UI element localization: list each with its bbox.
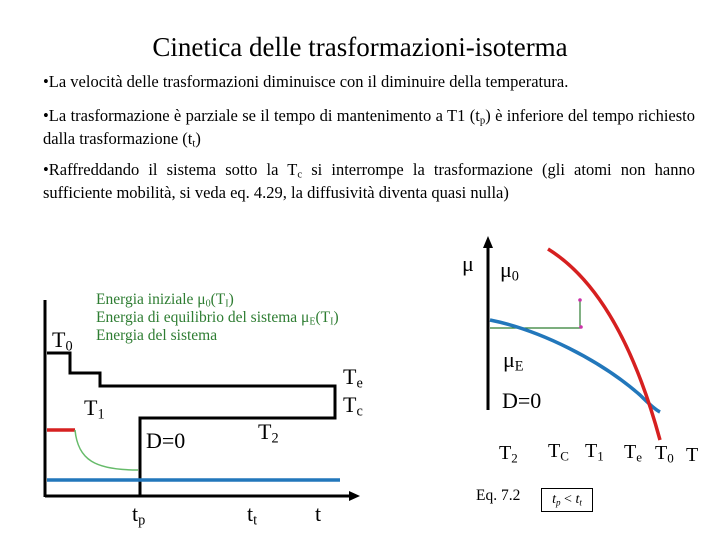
bullet-cooling: •Raffreddando il sistema sotto la $T_c$ si interrompe la trasformazione (gli atomi non hanno sufficiente mobilità, si veda eq. 4.29, la diffusività diventa quasi nulla) xyxy=(43,160,695,202)
slide-title: Cinetica delle trasformazioni-isoterma xyxy=(152,32,568,62)
condition-box: $t_p < t_t$ xyxy=(541,488,593,512)
legend xyxy=(96,291,339,345)
label-mu0: $\mu_0$ xyxy=(500,257,519,285)
right-y-arrow xyxy=(483,236,493,248)
label-te: $T_e$ xyxy=(343,364,363,392)
bullet-partial: •La trasformazione è parziale se il tempo di mantenimento a T1 $(t_p)$ è inferiore del tempo richiesto dalla trasformazione $(t_t)$ xyxy=(43,106,695,150)
left-green-curve xyxy=(75,430,138,470)
legend-equilibrium-energy: Energia di equilibrio del sistema $\mu_E(T_I)$ xyxy=(96,309,339,328)
label-t2: $T_2$ xyxy=(258,419,279,447)
x-label-T0: $T_0$ xyxy=(655,442,674,466)
x-label-t: t xyxy=(315,501,322,526)
label-mue: $\mu_E$ xyxy=(503,347,524,375)
label-d0-left: D=0 xyxy=(146,428,186,453)
x-label-Tc: $T_C$ xyxy=(548,440,569,464)
x-label-tt: $t_t$ xyxy=(247,501,258,529)
legend-initial-energy: Energia iniziale $\mu_0(T_I)$ xyxy=(96,291,234,310)
x-label-T1: $T_1$ xyxy=(585,440,604,464)
label-d0-right: D=0 xyxy=(502,388,542,413)
marker-dot-1 xyxy=(578,298,582,302)
left-x-arrow xyxy=(349,491,360,501)
label-tc: $T_c$ xyxy=(343,392,363,420)
bullet-speed: •La velocità delle trasformazioni diminuisce con il diminuire della temperatura. xyxy=(43,72,569,91)
marker-dot-2 xyxy=(579,325,583,329)
legend-system-energy: Energia del sistema xyxy=(96,327,218,344)
x-label-T2: $T_2$ xyxy=(499,442,518,466)
x-label-tp: $t_p$ xyxy=(132,501,146,529)
bullet-speed-text: La velocità delle trasformazioni diminuisce con il diminuire della temperatura. xyxy=(48,72,569,91)
right-y-axis-label: μ xyxy=(462,251,474,276)
eq-reference: Eq. 7.2 xyxy=(476,487,521,504)
thermal-path xyxy=(47,353,335,496)
x-label-Te: $T_e$ xyxy=(624,441,642,465)
label-t0: $T_0$ xyxy=(52,327,73,355)
x-label-T: T xyxy=(686,444,699,466)
label-t1: $T_1$ xyxy=(84,395,105,423)
